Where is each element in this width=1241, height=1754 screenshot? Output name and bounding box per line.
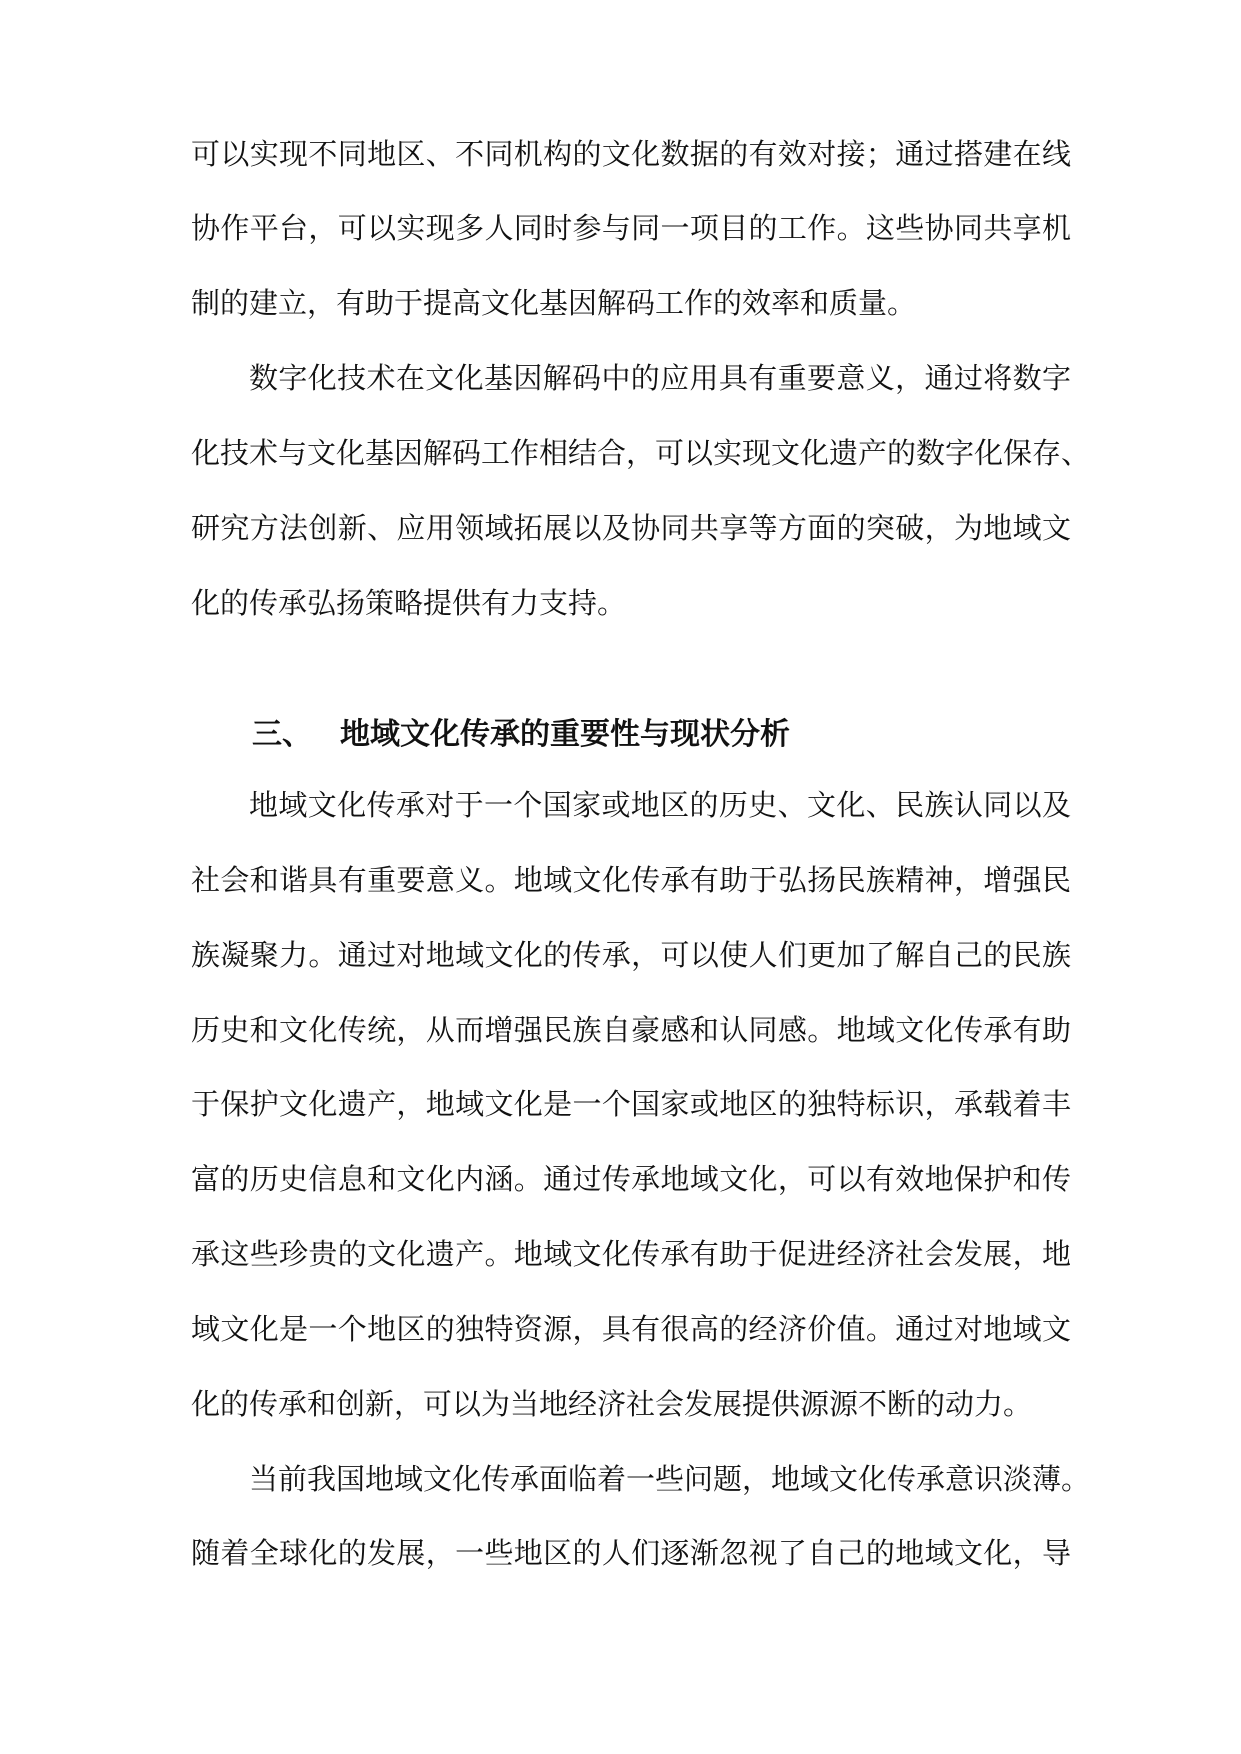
paragraph-line: 当前我国地域文化传承面临着一些问题，地域文化传承意识淡薄。: [249, 1462, 1091, 1496]
paragraph-line: 制的建立，有助于提高文化基因解码工作的效率和质量。: [191, 286, 917, 320]
section-heading: [252, 713, 790, 757]
paragraph-line: 随着全球化的发展，一些地区的人们逐渐忽视了自己的地域文化，导: [191, 1536, 1071, 1570]
paragraph-line: 承这些珍贵的文化遗产。地域文化传承有助于促进经济社会发展，地: [191, 1237, 1071, 1271]
paragraph-line: 富的历史信息和文化内涵。通过传承地域文化，可以有效地保护和传: [191, 1162, 1071, 1196]
paragraph-line: 研究方法创新、应用领域拓展以及协同共享等方面的突破，为地域文: [191, 511, 1071, 545]
section-number: 三、: [252, 717, 312, 752]
section-title: 地域文化传承的重要性与现状分析: [340, 717, 790, 752]
paragraph-line: 地域文化传承对于一个国家或地区的历史、文化、民族认同以及: [249, 788, 1071, 822]
paragraph-line: 族凝聚力。通过对地域文化的传承，可以使人们更加了解自己的民族: [191, 938, 1071, 972]
paragraph-line: 于保护文化遗产，地域文化是一个国家或地区的独特标识，承载着丰: [191, 1087, 1071, 1121]
paragraph-line: 协作平台，可以实现多人同时参与同一项目的工作。这些协同共享机: [191, 211, 1071, 245]
paragraph-line: 可以实现不同地区、不同机构的文化数据的有效对接；通过搭建在线: [191, 137, 1071, 171]
paragraph-line: 历史和文化传统，从而增强民族自豪感和认同感。地域文化传承有助: [191, 1013, 1071, 1047]
paragraph-line: 化技术与文化基因解码工作相结合，可以实现文化遗产的数字化保存、: [191, 436, 1091, 470]
paragraph-line: 化的传承弘扬策略提供有力支持。: [191, 586, 627, 620]
paragraph-line: 化的传承和创新，可以为当地经济社会发展提供源源不断的动力。: [191, 1387, 1033, 1421]
paragraph-line: 域文化是一个地区的独特资源，具有很高的经济价值。通过对地域文: [191, 1312, 1071, 1346]
paragraph-line: 社会和谐具有重要意义。地域文化传承有助于弘扬民族精神，增强民: [191, 863, 1071, 897]
paragraph-line: 数字化技术在文化基因解码中的应用具有重要意义，通过将数字: [249, 361, 1071, 395]
